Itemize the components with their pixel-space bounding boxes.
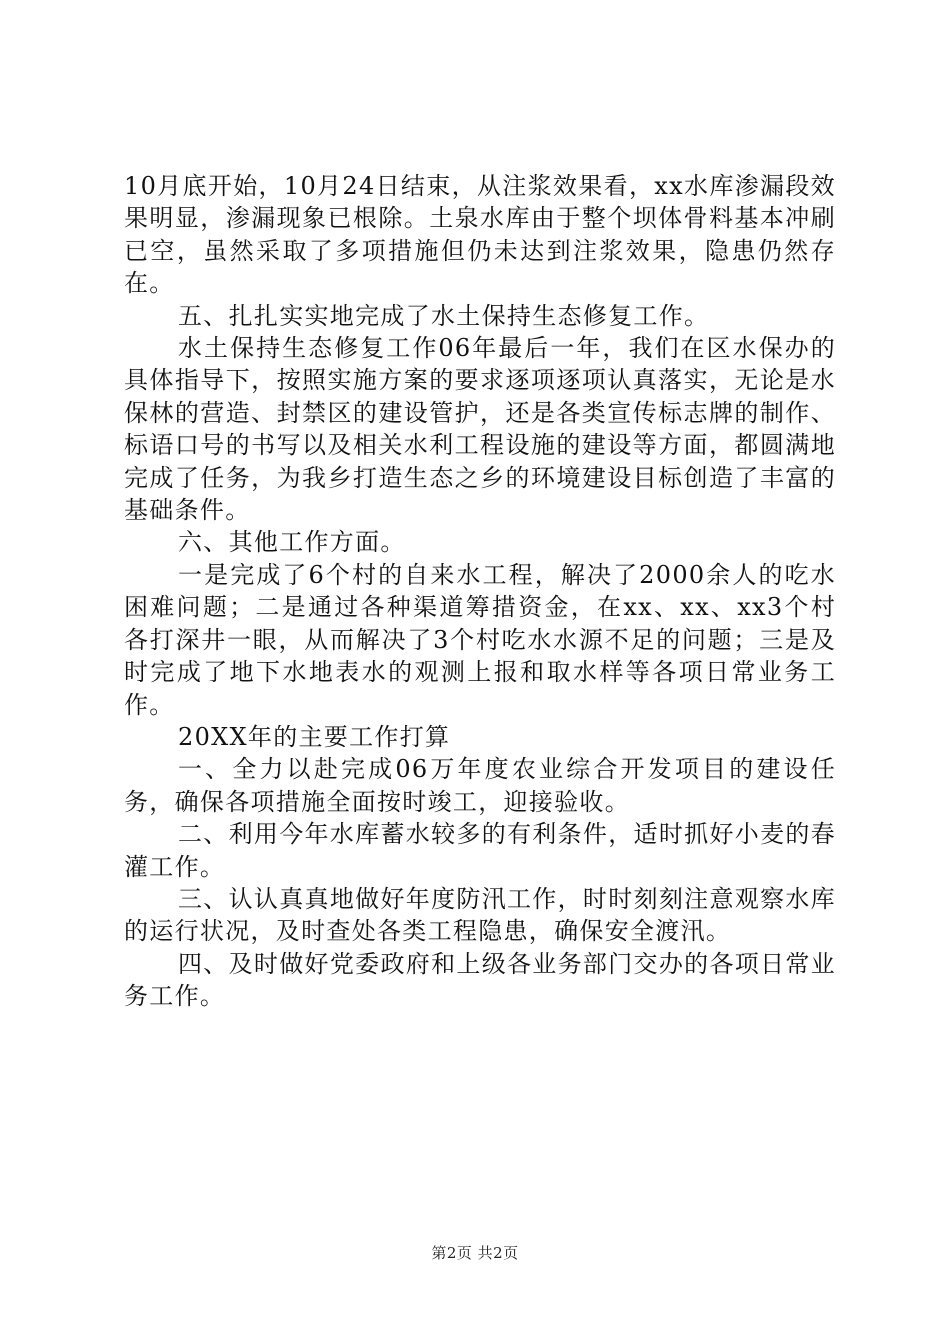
paragraph-soil-conservation: 水土保持生态修复工作06年最后一年，我们在区水保办的具体指导下，按照实施方案的要求逐项逐项认真落实，无论是水保林的营造、封禁区的建设管护，还是各类宣传标志牌的制作、标语口号的书写以及相关水利工程设施的建设等方面，都圆满地完成了任务，为我乡打造生态之乡的环境建设目标创造了丰富的基础条件。: [124, 334, 836, 525]
document-body: [124, 170, 836, 1013]
paragraph-other-work: 一是完成了6个村的自来水工程，解决了2000余人的吃水困难问题；二是通过各种渠道筹措资金，在xx、xx、xx3个村各打深井一眼，从而解决了3个村吃水水源不足的问题；三是及时完成了地下水地表水的观测上报和取水样等各项日常业务工作。: [124, 560, 836, 719]
section-heading-soil-conservation: 五、扎扎实实地完成了水土保持生态修复工作。: [178, 301, 710, 330]
plan-item-3: 三、认认真真地做好年度防汛工作，时时刻刻注意观察水库的运行状况，及时查处各类工程隐患，确保安全渡汛。: [124, 884, 836, 946]
plan-item-4: 四、及时做好党委政府和上级各业务部门交办的各项日常业务工作。: [124, 949, 836, 1011]
page-number-footer: 第2页 共2页: [431, 1244, 519, 1262]
section-heading-other-work: 六、其他工作方面。: [178, 528, 406, 557]
plan-item-1: 一、全力以赴完成06万年度农业综合开发项目的建设任务，确保各项措施全面按时竣工，迎接验收。: [124, 755, 836, 816]
plan-item-2: 二、利用今年水库蓄水较多的有利条件，适时抓好小麦的春灌工作。: [124, 820, 836, 881]
paragraph-continuation: 10月底开始，10月24日结束，从注浆效果看，xx水库渗漏段效果明显，渗漏现象已根除。土泉水库由于整个坝体骨料基本冲刷已空，虽然采取了多项措施但仍未达到注浆效果，隐患仍然存在。: [124, 172, 836, 298]
section-heading-work-plan: 20XX年的主要工作打算: [178, 722, 451, 751]
